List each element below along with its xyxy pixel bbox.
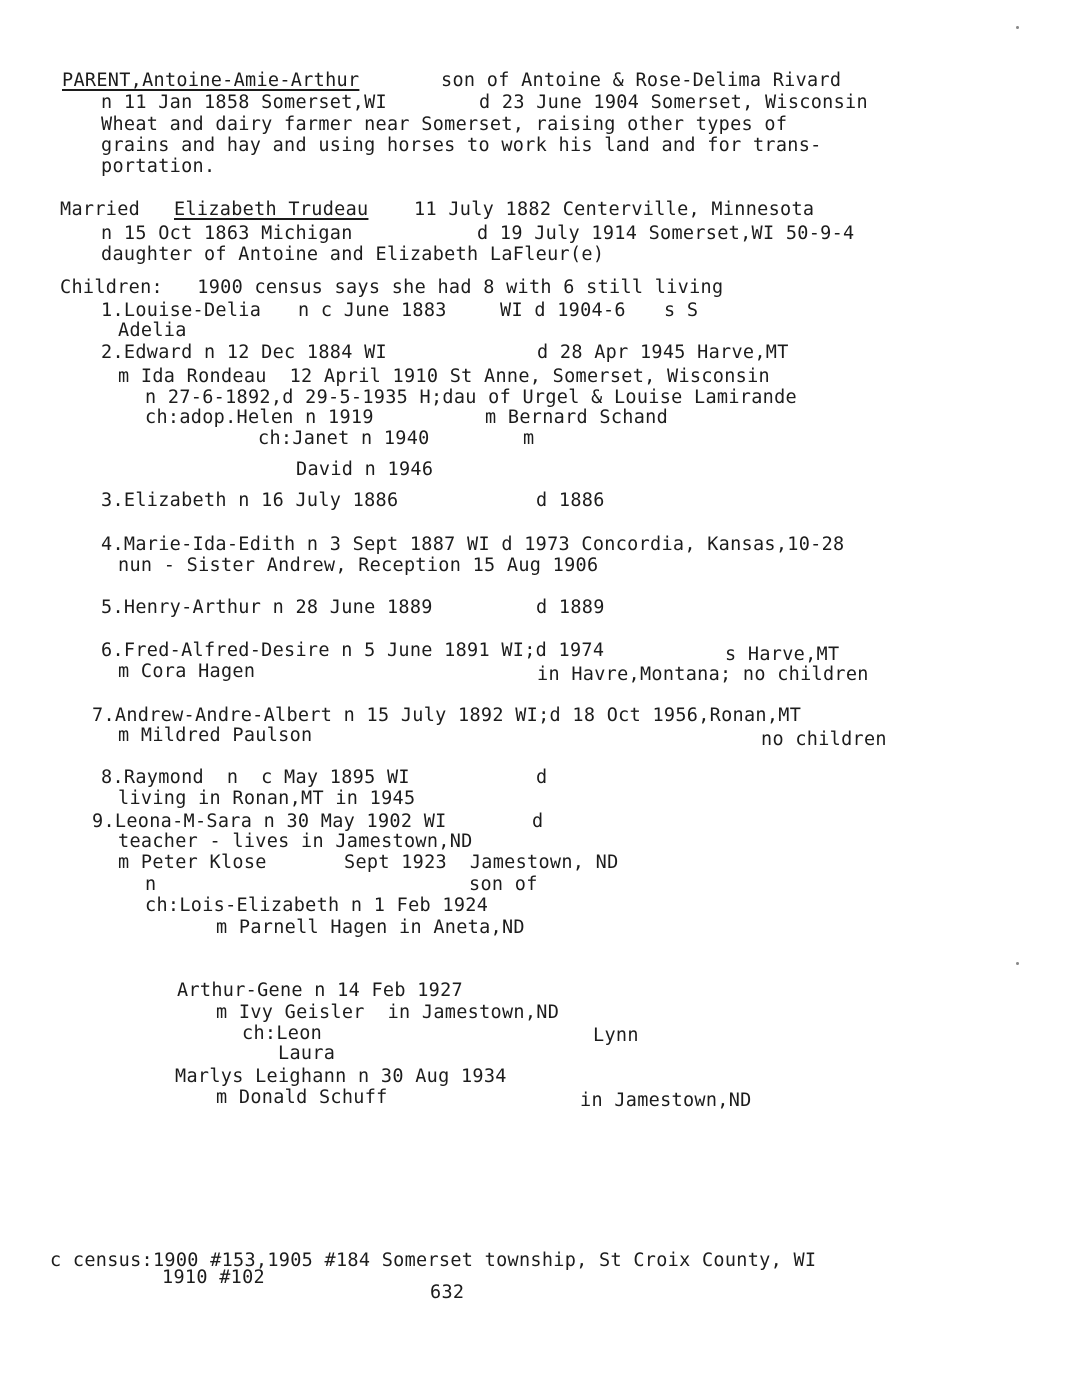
spouse-death: d 19 July 1914 Somerset,WI 50-9-4 [477, 223, 855, 244]
person-name: PARENT,Antoine-Amie-Arthur [62, 70, 360, 91]
spouse-parents: daughter of Antoine and Elizabeth LaFleur(e) [101, 244, 605, 265]
grandchild-janet: ch:Janet n 1940 [258, 428, 430, 449]
bio-line: Wheat and dairy farmer near Somerset, raising other types of [101, 114, 788, 135]
child-6-note: s Harve,MT [725, 644, 840, 665]
child-6-location: in Havre,Montana; no children [537, 664, 869, 685]
child-9-spouse-parents: son of [469, 874, 538, 895]
child-2-death: d 28 Apr 1945 Harve,MT [537, 342, 789, 363]
person-death: d 23 June 1904 Somerset, Wisconsin [479, 92, 868, 113]
great-grandchild-laura: Laura [278, 1043, 336, 1064]
child-1-death: WI d 1904-6 [500, 300, 626, 321]
child-1-name: 1.Louise-Delia [101, 300, 262, 321]
child-5-name: 5.Henry-Arthur n 28 June 1889 [101, 597, 433, 618]
child-9-name: 9.Leona-M-Sara n 30 May 1902 WI [92, 811, 447, 832]
child-2-adopted-marriage: m Bernard Schand [485, 407, 669, 428]
page-number: 632 [430, 1282, 465, 1303]
child-2-spouse-details: n 27-6-1892,d 29-5-1935 H;dau of Urgel & Louise Lamirande [145, 387, 797, 408]
child-1-alt-name: Adelia [118, 320, 187, 341]
child-6-name: 6.Fred-Alfred-Desire n 5 June 1891 WI;d 1974 [101, 640, 605, 661]
grandchild-arthur-marriage: m Ivy Geisler in Jamestown,ND [216, 1002, 560, 1023]
person-parents: son of Antoine & Rose-Delima Rivard [441, 70, 842, 91]
great-grandchild-lynn: Lynn [593, 1025, 639, 1046]
margin-mark [1016, 962, 1019, 965]
child-4-name: 4.Marie-Ida-Edith n 3 Sept 1887 WI d 1973 Concordia, Kansas,10-28 [101, 534, 845, 555]
child-8-note: living in Ronan,MT in 1945 [118, 788, 416, 809]
child-5-death: d 1889 [536, 597, 605, 618]
grandchild-marlys-marriage: m Donald Schuff [216, 1087, 388, 1108]
child-6-marriage: m Cora Hagen [118, 661, 256, 682]
bio-line: grains and hay and using horses to work his land and for trans- [101, 135, 822, 156]
child-2-name: 2.Edward n 12 Dec 1884 WI [101, 342, 387, 363]
children-header: Children: 1900 census says she had 8 with 6 still living [60, 277, 724, 298]
child-9-note: teacher - lives in Jamestown,ND [118, 831, 473, 852]
census-line: 1910 #102 [162, 1267, 265, 1288]
grandchild-janet-marriage: m [523, 428, 535, 449]
grandchild-arthur: Arthur-Gene n 14 Feb 1927 [177, 980, 463, 1001]
grandchild-david: David n 1946 [296, 459, 434, 480]
child-8-death: d [536, 767, 548, 788]
census-line: c census:1900 #153,1905 #184 Somerset township, St Croix County, WI [50, 1250, 817, 1271]
child-4-note: nun - Sister Andrew, Reception 15 Aug 1906 [118, 555, 599, 576]
grandchild-lois-marriage: m Parnell Hagen in Aneta,ND [216, 917, 525, 938]
child-2-adopted: ch:adop.Helen n 1919 [145, 407, 374, 428]
child-3-death: d 1886 [536, 490, 605, 511]
great-grandchild-leon: ch:Leon [242, 1023, 323, 1044]
bio-line: portation. [101, 156, 216, 177]
married-label: Married [60, 199, 141, 220]
child-9-spouse-birth: n [145, 874, 157, 895]
child-3-name: 3.Elizabeth n 16 July 1886 [101, 490, 399, 511]
child-8-name: 8.Raymond n c May 1895 WI [101, 767, 410, 788]
marriage-details: 11 July 1882 Centerville, Minnesota [414, 199, 815, 220]
child-7-note: no children [761, 729, 887, 750]
child-1-birth: n c June 1883 [298, 300, 447, 321]
grandchild-marlys: Marlys Leighann n 30 Aug 1934 [175, 1066, 507, 1087]
child-7-name: 7.Andrew-Andre-Albert n 15 July 1892 WI;d 18 Oct 1956,Ronan,MT [92, 705, 802, 726]
spouse-name: Elizabeth Trudeau [174, 199, 369, 220]
spouse-birth: n 15 Oct 1863 Michigan [101, 223, 353, 244]
child-2-marriage: m Ida Rondeau 12 April 1910 St Anne, Somerset, Wisconsin [118, 366, 770, 387]
child-9-death: d [532, 811, 544, 832]
person-birth: n 11 Jan 1858 Somerset,WI [101, 92, 387, 113]
child-9-marriage-date: Sept 1923 Jamestown, ND [344, 852, 619, 873]
margin-mark [1016, 26, 1019, 29]
grandchild-marlys-location: in Jamestown,ND [580, 1090, 752, 1111]
child-7-marriage: m Mildred Paulson [118, 725, 313, 746]
child-9-marriage: m Peter Klose [118, 852, 267, 873]
grandchild-lois: ch:Lois-Elizabeth n 1 Feb 1924 [145, 895, 489, 916]
child-1-note: s S [664, 300, 699, 321]
